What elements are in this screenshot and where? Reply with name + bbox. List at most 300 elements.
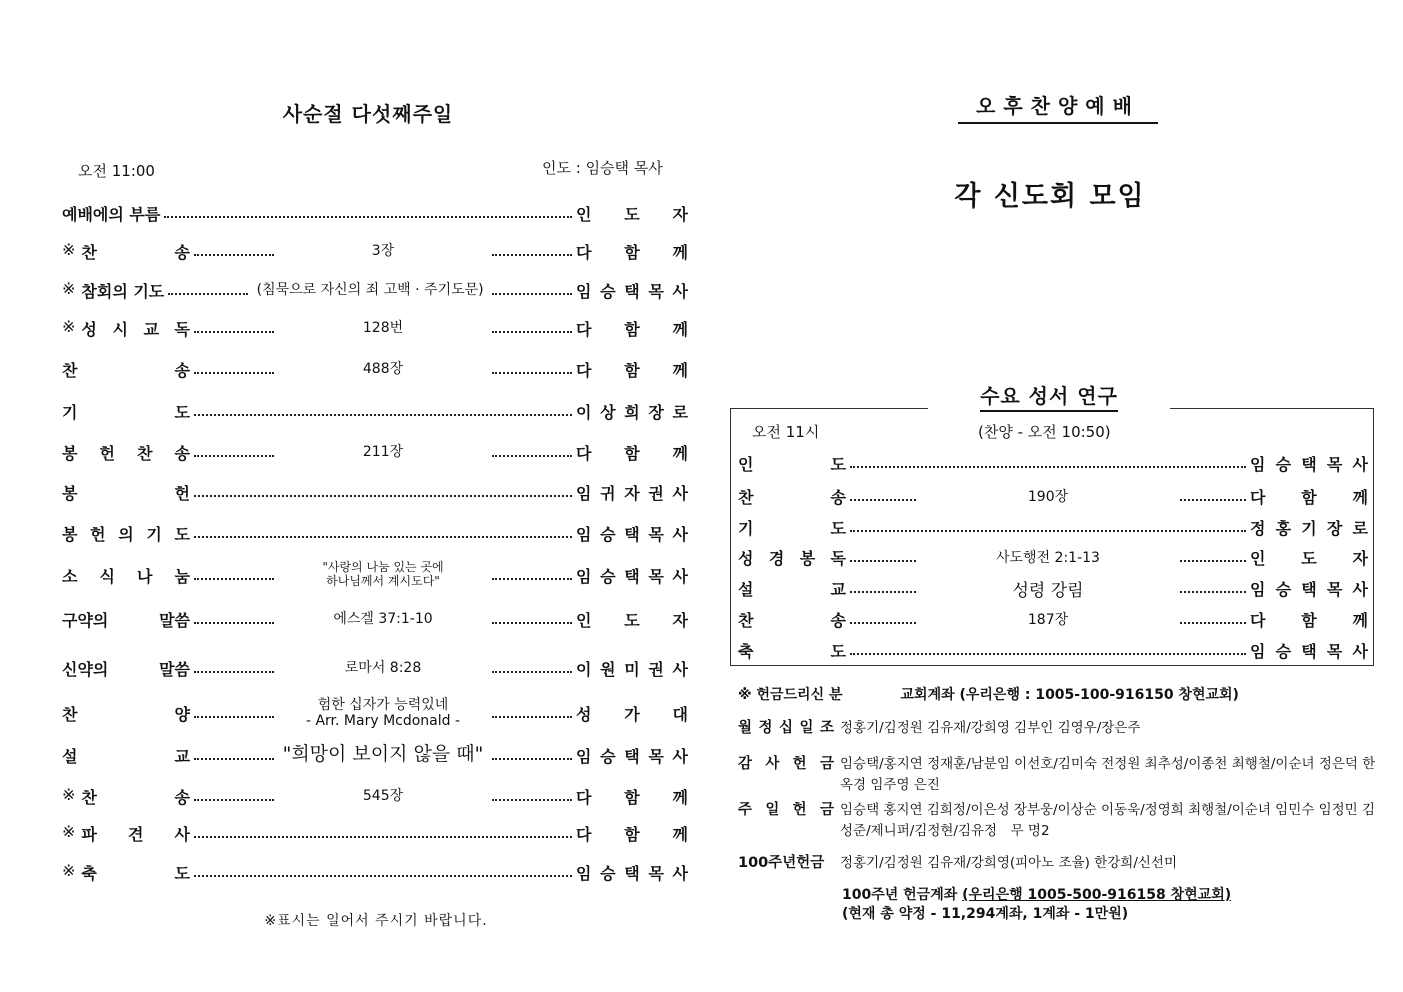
order-name-wrap	[62, 702, 190, 725]
order-person-char: 귀	[600, 483, 616, 503]
study-name-char: 도	[830, 518, 846, 538]
study-person	[1250, 577, 1368, 600]
order-detail: 사도행전 2:1-13	[996, 550, 1100, 566]
order-person-char: 다	[576, 787, 592, 807]
order-name-char: 말씀	[159, 610, 190, 630]
study-person-char: 함	[1301, 487, 1317, 507]
order-name-char: 찬	[137, 443, 153, 463]
order-person-char: 임	[576, 524, 592, 544]
order-detail: 에스겔 37:1-10	[333, 610, 433, 627]
worship-order-item	[62, 820, 688, 846]
leader-dots	[194, 836, 572, 838]
offering-type-char: 정	[758, 720, 773, 736]
order-person-char: 께	[672, 319, 688, 339]
study-person	[1250, 452, 1368, 475]
worship-order-item	[62, 783, 688, 809]
leader-dots	[168, 293, 248, 295]
worship-order-item	[62, 562, 688, 588]
order-person-char: 함	[624, 319, 640, 339]
bible-study-title: 수요 성서 연구	[928, 380, 1170, 409]
order-person-char: 희	[624, 402, 640, 422]
leader-dots	[194, 758, 274, 760]
order-name	[62, 702, 190, 725]
leader-dots	[850, 499, 916, 501]
order-name-wrap	[62, 785, 190, 808]
leader-dots	[1180, 560, 1246, 562]
leader-dots	[194, 495, 572, 497]
order-name-char: 설	[62, 746, 78, 766]
order-name	[81, 785, 190, 808]
offering-row	[738, 718, 1378, 739]
order-detail: 3장	[371, 242, 395, 259]
leader-dots	[850, 591, 916, 593]
order-person-char: 사	[672, 659, 688, 679]
order-person-char: 함	[624, 242, 640, 262]
order-detail: 187장	[1027, 612, 1069, 628]
offering-type-char: 헌	[792, 756, 807, 772]
offering-type-char: 주	[738, 802, 753, 818]
study-name-char: 독	[830, 548, 846, 568]
order-person-char: 장	[648, 402, 664, 422]
study-order-item	[738, 637, 1368, 663]
order-person	[576, 744, 688, 767]
order-detail: 545장	[362, 787, 404, 804]
order-person-char: 승	[600, 746, 616, 766]
offering-row	[738, 754, 1378, 796]
order-person	[576, 400, 688, 423]
leader-dots	[194, 414, 572, 416]
order-person	[576, 608, 688, 631]
order-person-char: 께	[672, 242, 688, 262]
standing-mark: ※	[62, 278, 76, 298]
church-account: 교회계좌 (우리은행 : 1005-100-916150 창현교회)	[900, 687, 1239, 703]
order-name	[81, 861, 190, 884]
study-person-char: 기	[1301, 518, 1317, 538]
order-name	[62, 358, 190, 381]
worship-order-item	[62, 238, 688, 264]
leader-dots	[492, 293, 572, 295]
worship-order-item	[62, 200, 688, 226]
standing-mark: ※	[62, 239, 76, 259]
order-person-char: 께	[672, 787, 688, 807]
order-person-char: 임	[576, 746, 592, 766]
order-person-char: 임	[576, 566, 592, 586]
order-person-char: 자	[672, 204, 688, 224]
order-person-char: 목	[648, 524, 664, 544]
study-name-char: 찬	[738, 610, 754, 630]
order-person-char: 사	[672, 566, 688, 586]
order-person	[576, 822, 688, 845]
study-person-char: 임	[1250, 454, 1266, 474]
order-person-char: 임	[576, 863, 592, 883]
bible-study-time: 오전 11시	[752, 423, 820, 441]
centennial-total: (현재 총 약정 - 11,294계좌, 1계좌 - 1만원)	[842, 906, 1129, 922]
bible-study-praise-time: (찬양 - 오전 10:50)	[978, 423, 1111, 441]
order-name	[62, 400, 190, 423]
standing-note: ※표시는 일어서 주시기 바랍니다.	[264, 913, 488, 929]
order-name	[62, 608, 190, 631]
leader-dots	[850, 560, 916, 562]
order-name-char: 도	[174, 402, 190, 422]
study-order-item	[738, 606, 1368, 632]
order-name-char: 교	[143, 319, 159, 339]
order-person-char: 이	[576, 402, 592, 422]
study-person-char: 목	[1326, 579, 1343, 599]
order-person-char: 다	[576, 824, 592, 844]
order-name-char: 도	[174, 863, 190, 883]
order-person-char: 사	[672, 863, 688, 883]
order-detail: "사랑의 나눔 있는 곳에 하나님께서 계시도다"	[322, 560, 444, 588]
order-name-wrap	[62, 240, 190, 263]
order-name-wrap	[62, 441, 190, 464]
order-person-char: 인	[576, 610, 592, 630]
order-name	[62, 441, 190, 464]
order-name	[62, 564, 190, 587]
order-person	[576, 358, 688, 381]
leader-dots	[194, 578, 274, 580]
leader-dots	[194, 799, 274, 801]
order-name-char: 사	[174, 824, 190, 844]
order-person-char: 임	[576, 281, 592, 301]
study-name-char: 도	[830, 641, 846, 661]
study-person-char: 사	[1352, 454, 1368, 474]
order-person-char: 승	[600, 281, 616, 301]
offering-type-char: 감	[738, 756, 753, 772]
study-person-char: 다	[1250, 487, 1266, 507]
worship-order-item	[62, 520, 688, 546]
order-name-wrap	[62, 564, 190, 587]
leader-dots	[194, 372, 274, 374]
worship-order-item	[62, 655, 688, 681]
study-name-char: 찬	[738, 487, 754, 507]
order-person-char: 다	[576, 319, 592, 339]
order-detail: 로마서 8:28	[344, 659, 422, 676]
order-person-char: 로	[672, 402, 688, 422]
study-name	[738, 577, 846, 600]
order-person-char: 목	[648, 863, 664, 883]
offering-type-char: 금	[819, 756, 834, 772]
order-name-char: 견	[127, 824, 144, 844]
study-person-char: 도	[1301, 548, 1317, 568]
order-name-char: 헌	[174, 483, 190, 503]
order-person-char: 다	[576, 443, 592, 463]
order-name-wrap	[62, 400, 190, 423]
order-name-char: 찬	[62, 360, 78, 380]
order-person-char: 목	[648, 281, 664, 301]
study-person-char: 사	[1352, 579, 1368, 599]
order-name-char: 송	[174, 360, 190, 380]
order-name-wrap	[62, 481, 190, 504]
order-name-char: 찬	[81, 787, 97, 807]
order-person	[576, 279, 688, 302]
order-name-char: 독	[174, 319, 190, 339]
order-person	[576, 481, 688, 504]
order-person-char: 께	[672, 443, 688, 463]
order-name-char: 기	[146, 524, 162, 544]
offering-row	[738, 800, 1378, 842]
study-order-item	[738, 514, 1368, 540]
study-person-char: 택	[1301, 641, 1317, 661]
order-name-char: 봉	[62, 483, 78, 503]
order-name	[81, 279, 164, 302]
order-name	[62, 744, 190, 767]
offering-header-label: ※ 헌금드리신 분	[738, 687, 843, 703]
order-person-char: 께	[672, 360, 688, 380]
order-name-char: 도	[174, 524, 190, 544]
order-name-char: 성	[81, 319, 97, 339]
study-person	[1250, 546, 1368, 569]
worship-order-item	[62, 696, 688, 729]
order-name-char: 식	[99, 566, 115, 586]
study-person-char: 장	[1326, 518, 1343, 538]
order-name-char: 헌	[99, 443, 115, 463]
order-person-char: 임	[576, 483, 592, 503]
offering-type	[738, 853, 840, 874]
order-person-char: 권	[648, 659, 664, 679]
order-person-char: 사	[672, 483, 688, 503]
order-person	[576, 785, 688, 808]
order-person-char: 함	[624, 443, 640, 463]
offering-names: 임승택/홍지연 정재훈/남분임 이선호/김미숙 전정원 최추성/이종천 최행철/이순녀 정은덕 한옥경 임주영 은진	[840, 756, 1376, 793]
leader-dots	[850, 466, 1246, 468]
study-person-char: 로	[1352, 518, 1368, 538]
order-detail: 128번	[362, 319, 404, 336]
worship-order-item	[62, 606, 688, 632]
worship-order-item	[62, 439, 688, 465]
study-name-char: 경	[768, 548, 785, 568]
order-name-wrap	[62, 317, 190, 340]
centennial-account-number: (우리은행 1005-500-916158 창현교회)	[962, 887, 1232, 903]
order-name	[62, 522, 190, 545]
service-leader: 인도 : 임승택 목사	[542, 159, 663, 177]
order-person-char: 미	[624, 659, 640, 679]
order-name-char: 의	[118, 524, 134, 544]
leader-dots	[492, 254, 572, 256]
study-person-char: 정	[1250, 518, 1266, 538]
study-name	[738, 546, 846, 569]
order-name	[81, 822, 190, 845]
order-person	[576, 861, 688, 884]
standing-mark: ※	[62, 316, 76, 336]
study-name-char: 도	[830, 454, 846, 474]
order-name-wrap	[62, 202, 160, 225]
order-person	[576, 441, 688, 464]
leader-dots	[164, 216, 572, 218]
study-person	[1250, 639, 1368, 662]
leader-dots	[194, 331, 274, 333]
order-name-char: 파	[81, 824, 97, 844]
study-person-char: 다	[1250, 610, 1266, 630]
leader-dots	[492, 455, 572, 457]
worship-order-item	[62, 315, 688, 341]
order-person-char: 도	[624, 204, 640, 224]
order-name-char: 봉	[62, 443, 78, 463]
order-name-char: 구약의	[62, 610, 109, 630]
study-name-char: 축	[738, 641, 754, 661]
worship-order-item	[62, 859, 688, 885]
offering-type-char: 월	[738, 720, 753, 736]
order-person-char: 함	[624, 824, 640, 844]
offering-type	[738, 754, 840, 796]
study-name-char: 송	[830, 610, 846, 630]
order-name-char: 교	[174, 746, 190, 766]
order-person-char: 이	[576, 659, 592, 679]
leader-dots	[194, 254, 274, 256]
order-person-char: 택	[624, 566, 640, 586]
study-person-char: 목	[1326, 454, 1343, 474]
study-name-char: 기	[738, 518, 754, 538]
leader-dots	[194, 536, 572, 538]
leader-dots	[194, 875, 572, 877]
leader-dots	[194, 671, 274, 673]
centennial-account-label: 100주년 헌금계좌	[842, 887, 963, 903]
leader-dots	[492, 758, 572, 760]
order-person	[576, 702, 688, 725]
order-person-char: 께	[672, 824, 688, 844]
leader-dots	[492, 372, 572, 374]
offering-type-char: 헌	[792, 802, 807, 818]
leader-dots	[850, 530, 1246, 532]
standing-mark: ※	[62, 860, 76, 880]
order-name-char: 나	[137, 566, 153, 586]
study-name-char: 봉	[799, 548, 816, 568]
offering-names: 임승택 홍지연 김희정/이은성 장부웅/이상순 이동욱/정영희 최행철/이순녀 임민수 임정민 김성준/제니퍼/김정현/김유정 무 명2	[840, 802, 1376, 839]
order-name	[81, 240, 190, 263]
study-person	[1250, 485, 1368, 508]
study-person-char: 인	[1250, 548, 1266, 568]
order-name	[62, 481, 190, 504]
order-person-char: 사	[672, 524, 688, 544]
study-person-char: 승	[1275, 579, 1292, 599]
order-name-wrap	[62, 522, 190, 545]
study-name	[738, 608, 846, 631]
worship-order-item	[62, 277, 688, 303]
order-person-char: 함	[624, 787, 640, 807]
study-person-char: 목	[1326, 641, 1343, 661]
order-person-char: 목	[648, 746, 664, 766]
offering-type-char: 일	[765, 802, 780, 818]
study-person-char: 자	[1352, 548, 1368, 568]
order-detail: 190장	[1027, 489, 1069, 505]
study-name-char: 설	[738, 579, 754, 599]
order-detail: 211장	[362, 443, 404, 460]
order-name-wrap	[62, 822, 190, 845]
study-person-char: 승	[1275, 641, 1292, 661]
order-person-char: 택	[624, 746, 640, 766]
order-person	[576, 657, 688, 680]
order-person	[576, 202, 688, 225]
offering-type-char: 사	[765, 756, 780, 772]
order-detail: 험한 십자가 능력있네 - Arr. Mary Mcdonald -	[305, 696, 461, 729]
sunday-service-title: 사순절 다섯째주일	[282, 102, 454, 126]
study-person-char: 홍	[1275, 518, 1292, 538]
order-person-char: 사	[672, 746, 688, 766]
leader-dots	[194, 455, 274, 457]
order-name-char: 찬	[62, 704, 78, 724]
study-person-char: 함	[1301, 610, 1317, 630]
order-detail: 488장	[362, 360, 404, 377]
study-name-char: 성	[738, 548, 754, 568]
study-person-char: 사	[1352, 641, 1368, 661]
offering-row	[738, 853, 1378, 874]
order-name-char: 송	[174, 443, 190, 463]
order-person-char: 상	[600, 402, 616, 422]
leader-dots	[1180, 591, 1246, 593]
study-order-item	[738, 544, 1368, 570]
study-person-char: 택	[1301, 579, 1317, 599]
order-person-char: 승	[600, 566, 616, 586]
afternoon-service-subtitle: 각 신도회 모임	[954, 181, 1146, 212]
leader-dots	[492, 578, 572, 580]
order-person	[576, 240, 688, 263]
order-person	[576, 564, 688, 587]
order-person-char: 승	[600, 524, 616, 544]
order-person-char: 승	[600, 863, 616, 883]
order-person-char: 권	[648, 483, 664, 503]
offering-type-char: 금	[819, 802, 834, 818]
leader-dots	[850, 622, 916, 624]
leader-dots	[194, 716, 274, 718]
centennial-account	[842, 884, 1231, 904]
study-person-char: 께	[1352, 487, 1368, 507]
offering-type-char: 100주년헌금	[738, 855, 825, 871]
order-name-char: 양	[174, 704, 190, 724]
study-name-char: 인	[738, 454, 754, 474]
study-name-char: 교	[830, 579, 846, 599]
order-name-char: 시	[112, 319, 128, 339]
study-name	[738, 516, 846, 539]
order-name	[62, 202, 160, 225]
study-person-char: 승	[1275, 454, 1292, 474]
worship-order-item	[62, 479, 688, 505]
study-person-char: 임	[1250, 641, 1266, 661]
order-name-char: 헌	[90, 524, 106, 544]
order-name	[81, 317, 190, 340]
afternoon-service-title: 오후찬양예배	[958, 90, 1158, 124]
order-person-char: 함	[624, 360, 640, 380]
order-name-wrap	[62, 608, 190, 631]
worship-order-item	[62, 356, 688, 382]
leader-dots	[850, 653, 1246, 655]
offering-type-char: 십	[778, 720, 793, 736]
order-person-char: 원	[600, 659, 616, 679]
offering-names: 정홍기/김정원 김유재/강희영 김부인 김영우/장은주	[840, 720, 1141, 736]
study-name	[738, 485, 846, 508]
order-person-char: 다	[576, 242, 592, 262]
order-name-char: 소	[62, 566, 78, 586]
order-person-char: 사	[672, 281, 688, 301]
standing-mark: ※	[62, 821, 76, 841]
order-person-char: 택	[624, 524, 640, 544]
study-name-char: 송	[830, 487, 846, 507]
study-person-char: 께	[1352, 610, 1368, 630]
order-name-char: 눔	[174, 566, 190, 586]
order-name-char: 송	[174, 787, 190, 807]
order-detail: "희망이 보이지 않을 때"	[282, 743, 484, 766]
order-detail: (침묵으로 자신의 죄 고백 · 주기도문)	[256, 281, 484, 298]
order-person	[576, 522, 688, 545]
service-time: 오전 11:00	[78, 162, 155, 180]
offering-type-char: 일	[799, 720, 814, 736]
order-name-char: 참회의 기도	[81, 281, 165, 301]
order-name-wrap	[62, 279, 164, 302]
leader-dots	[492, 622, 572, 624]
order-name-char: 말씀	[159, 659, 190, 679]
worship-order-item	[62, 398, 688, 424]
order-person-char: 자	[624, 483, 640, 503]
order-person-char: 택	[624, 863, 640, 883]
order-person-char: 대	[672, 704, 688, 724]
